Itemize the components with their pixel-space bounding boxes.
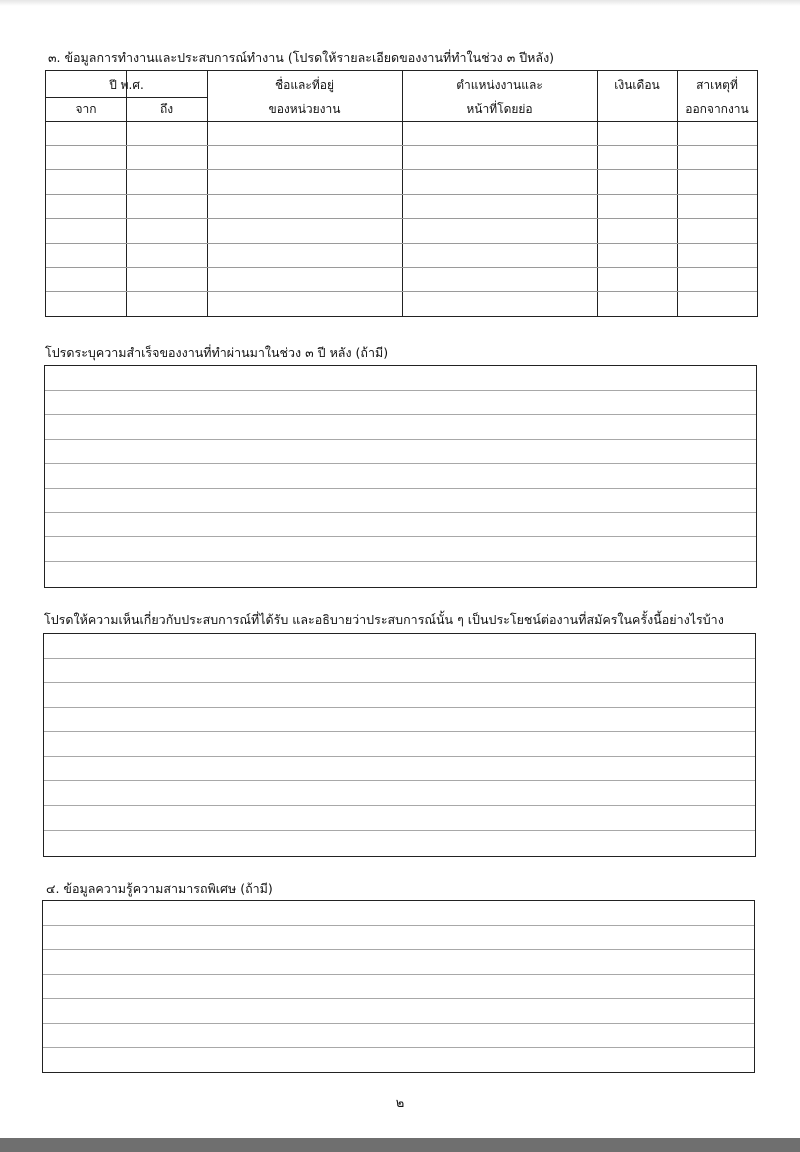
writing-line (44, 707, 755, 708)
writing-line (43, 949, 754, 950)
org-header-line2: ของหน่วยงาน (268, 102, 341, 116)
writing-line (45, 561, 756, 562)
org-header-line1: ชื่อและที่อยู่ (274, 78, 335, 92)
row-line (46, 243, 757, 244)
work-history-table (45, 70, 758, 317)
writing-line (44, 731, 755, 732)
scan-top-edge (0, 0, 800, 6)
header-bottom-line (46, 121, 757, 122)
writing-line (44, 780, 755, 781)
row-line (46, 169, 757, 170)
writing-line (45, 536, 756, 537)
achievements-box[interactable] (44, 365, 757, 588)
scan-bottom-edge (0, 1138, 800, 1152)
writing-line (45, 488, 756, 489)
position-header-line1: ตำแหน่งงานและ (456, 78, 543, 92)
position-header-line2: หน้าที่โดยย่อ (466, 102, 533, 116)
writing-line (43, 974, 754, 975)
writing-line (45, 512, 756, 513)
writing-line (44, 830, 755, 831)
page-number: ๒ (395, 1096, 405, 1111)
writing-line (45, 463, 756, 464)
row-line (46, 194, 757, 195)
writing-line (45, 439, 756, 440)
special-skills-box[interactable] (42, 900, 755, 1073)
writing-line (43, 925, 754, 926)
to-header: ถึง (159, 102, 174, 116)
writing-line (44, 682, 755, 683)
experience-opinion-box[interactable] (43, 633, 756, 857)
writing-line (43, 998, 754, 999)
row-line (46, 145, 757, 146)
writing-line (43, 1047, 754, 1048)
experience-opinion-heading: โปรดให้ความเห็นเกี่ยวกับประสบการณ์ที่ได้รับ และอธิบายว่าประสบการณ์นั้น ๆ เป็นประโยชน์ต่องานที่สมัครในครั้งนี้อย่างไรบ้าง (44, 612, 724, 627)
section3-heading: ๓. ข้อมูลการทำงานและประสบการณ์ทำงาน (โปรดให้รายละเอียดของงานที่ทำในช่วง ๓ ปีหลัง) (48, 50, 555, 65)
year-header: ปี พ.ศ. (109, 78, 144, 92)
year-subheader-divider (46, 97, 207, 98)
reason-header-line2: ออกจากงาน (685, 102, 749, 116)
row-line (46, 267, 757, 268)
row-line (46, 291, 757, 292)
writing-line (44, 805, 755, 806)
writing-line (43, 1023, 754, 1024)
row-line (46, 218, 757, 219)
writing-line (45, 390, 756, 391)
section4-heading: ๔. ข้อมูลความรู้ความสามารถพิเศษ (ถ้ามี) (46, 881, 273, 896)
salary-header: เงินเดือน (614, 78, 660, 92)
writing-line (45, 414, 756, 415)
writing-line (44, 658, 755, 659)
reason-header-line1: สาเหตุที่ (696, 78, 738, 92)
from-header: จาก (75, 102, 97, 116)
achievements-heading: โปรดระบุความสำเร็จของงานที่ทำผ่านมาในช่วง ๓ ปี หลัง (ถ้ามี) (45, 345, 389, 360)
writing-line (44, 756, 755, 757)
